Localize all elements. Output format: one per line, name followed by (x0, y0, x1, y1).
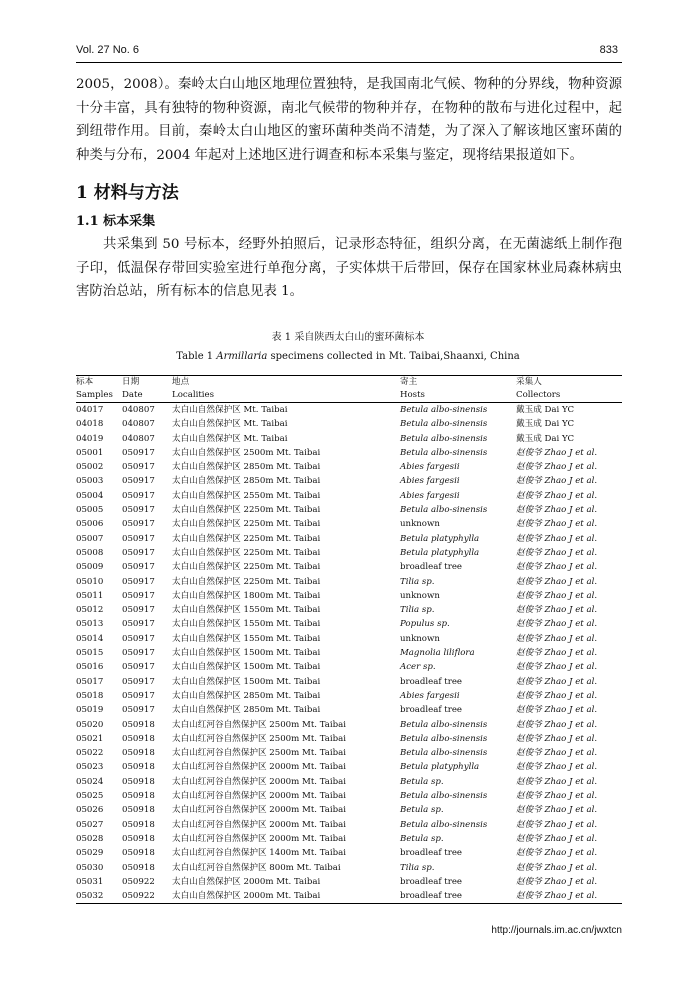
table-row (76, 632, 622, 646)
cell-host: Betula albo-sinensis (400, 819, 488, 830)
cell-collector: 戴玉成 Dai YC (516, 433, 575, 444)
cell-collector: 赵俊爷 Zhao J et al. (516, 776, 598, 787)
table-body (76, 403, 622, 904)
cell-locality: 太白山红河谷自然保护区 800m Mt. Taibai (172, 862, 341, 873)
cell-collector: 赵俊爷 Zhao J et al. (516, 762, 598, 773)
cell-date: 050918 (122, 733, 155, 744)
cell-sample: 05010 (76, 576, 104, 587)
cell-collector: 赵俊爷 Zhao J et al. (516, 719, 598, 730)
cell-collector: 赵俊爷 Zhao J et al. (516, 576, 598, 587)
cell-collector: 赵俊爷 Zhao J et al. (516, 648, 598, 659)
cell-locality: 太白山自然保护区 1500m Mt. Taibai (172, 648, 321, 659)
cell-collector: 赵俊爷 Zhao J et al. (516, 533, 598, 544)
cell-date: 050917 (122, 590, 155, 601)
table-row (76, 889, 622, 904)
header-collectors-en: Collectors (516, 389, 622, 403)
cell-host: Betula albo-sinensis (400, 733, 488, 744)
intro-paragraph: 2005，2008）。秦岭太白山地区地理位置独特，是我国南北气候、物种的分界线，物种资源十分丰富，具有独特的物种资源，南北气候带的物种并存，在物种的散布与进化过程中，起到纽带作用。目前，秦岭太白山地区的蜜环菌种类尚不清楚，为了深入了解该地区蜜环菌的种类与分布，2004 年起对上述地区进行调查和标本采集与鉴定，现将结果报道如下。 (76, 77, 622, 163)
cell-locality: 太白山红河谷自然保护区 2000m Mt. Taibai (172, 776, 347, 787)
cell-host: Betula sp. (400, 805, 444, 816)
header-localities-cn: 地点 (172, 377, 190, 387)
cell-date: 050917 (122, 605, 155, 616)
cell-host: broadleaf tree (400, 705, 463, 716)
cell-host: Betula albo-sinensis (400, 433, 488, 444)
table-row (76, 474, 622, 488)
cell-date: 050918 (122, 748, 155, 759)
cell-date: 050917 (122, 547, 155, 558)
cell-locality: 太白山红河谷自然保护区 2000m Mt. Taibai (172, 833, 347, 844)
cell-host: unknown (400, 519, 440, 530)
table-row (76, 675, 622, 689)
cell-locality: 太白山自然保护区 2500m Mt. Taibai (172, 447, 321, 458)
table-row (76, 660, 622, 674)
table-row (76, 775, 622, 789)
cell-collector: 赵俊爷 Zhao J et al. (516, 619, 598, 630)
subsection-title: 1.1 标本采集 (76, 214, 156, 229)
cell-date: 050922 (122, 876, 155, 887)
cell-date: 050917 (122, 562, 155, 573)
cell-locality: 太白山自然保护区 2250m Mt. Taibai (172, 576, 321, 587)
cell-sample: 05022 (76, 748, 104, 759)
running-header (76, 44, 618, 56)
cell-sample: 04017 (76, 405, 104, 415)
cell-collector: 赵俊爷 Zhao J et al. (516, 805, 598, 816)
cell-date: 050918 (122, 833, 155, 844)
cell-locality: 太白山红河谷自然保护区 2500m Mt. Taibai (172, 719, 347, 730)
cell-sample: 05001 (76, 447, 104, 458)
table-row (76, 803, 622, 817)
cell-sample: 05031 (76, 876, 104, 887)
cell-host: Magnolia liliflora (400, 648, 475, 659)
table-row (76, 732, 622, 746)
cell-locality: 太白山自然保护区 2850m Mt. Taibai (172, 476, 321, 487)
cell-host: broadleaf tree (400, 676, 463, 687)
cell-date: 050922 (122, 891, 155, 902)
cell-sample: 04019 (76, 433, 104, 444)
cell-sample: 05025 (76, 791, 104, 802)
cell-collector: 赵俊爷 Zhao J et al. (516, 733, 598, 744)
table-header-cn (76, 376, 622, 390)
cell-date: 050918 (122, 762, 155, 773)
cell-host: Tilia sp. (400, 862, 435, 873)
cell-date: 050917 (122, 705, 155, 716)
table-row (76, 403, 622, 418)
cell-sample: 05028 (76, 833, 104, 844)
cell-locality: 太白山自然保护区 Mt. Taibai (172, 419, 288, 430)
cell-locality: 太白山自然保护区 1500m Mt. Taibai (172, 676, 321, 687)
cell-locality: 太白山自然保护区 2250m Mt. Taibai (172, 533, 321, 544)
table-row (76, 861, 622, 875)
table-row (76, 517, 622, 531)
cell-date: 050918 (122, 848, 155, 859)
cell-host: Betula sp. (400, 776, 444, 787)
cell-sample: 05015 (76, 648, 104, 659)
header-samples-cn: 标本 (76, 377, 94, 387)
table-row (76, 818, 622, 832)
cell-collector: 赵俊爷 Zhao J et al. (516, 891, 598, 902)
table-row (76, 503, 622, 517)
cell-collector: 赵俊爷 Zhao J et al. (516, 690, 598, 701)
cell-collector: 赵俊爷 Zhao J et al. (516, 633, 598, 644)
table-row (76, 846, 622, 860)
cell-locality: 太白山自然保护区 2850m Mt. Taibai (172, 462, 321, 473)
volume-label: Vol. 27 No. 6 (76, 44, 139, 56)
cell-collector: 赵俊爷 Zhao J et al. (516, 590, 598, 601)
table-row (76, 603, 622, 617)
table-row (76, 617, 622, 631)
cell-locality: 太白山自然保护区 2850m Mt. Taibai (172, 705, 321, 716)
cell-host: Betula sp. (400, 833, 444, 844)
cell-locality: 太白山红河谷自然保护区 2000m Mt. Taibai (172, 762, 347, 773)
cell-collector: 赵俊爷 Zhao J et al. (516, 547, 598, 558)
cell-collector: 赵俊爷 Zhao J et al. (516, 791, 598, 802)
table-header-en (76, 389, 622, 403)
cell-host: Tilia sp. (400, 605, 435, 616)
cell-date: 050918 (122, 719, 155, 730)
cell-date: 050917 (122, 476, 155, 487)
cell-date: 050917 (122, 447, 155, 458)
cell-locality: 太白山自然保护区 2250m Mt. Taibai (172, 547, 321, 558)
cell-host: Betula platyphylla (400, 547, 480, 558)
table-row (76, 789, 622, 803)
table-row (76, 689, 622, 703)
cell-host: Betula albo-sinensis (400, 419, 488, 430)
cell-date: 050917 (122, 462, 155, 473)
cell-date: 050918 (122, 805, 155, 816)
cell-host: Betula platyphylla (400, 762, 480, 773)
table-row (76, 489, 622, 503)
cell-locality: 太白山红河谷自然保护区 2500m Mt. Taibai (172, 733, 347, 744)
cell-locality: 太白山自然保护区 2250m Mt. Taibai (172, 562, 321, 573)
section-title: 1 材料与方法 (76, 183, 179, 203)
cell-locality: 太白山红河谷自然保护区 2500m Mt. Taibai (172, 748, 347, 759)
table-row (76, 432, 622, 446)
cell-collector: 赵俊爷 Zhao J et al. (516, 490, 598, 501)
cell-locality: 太白山自然保护区 1550m Mt. Taibai (172, 619, 321, 630)
cell-sample: 05003 (76, 476, 104, 487)
cell-host: Betula albo-sinensis (400, 791, 488, 802)
cell-locality: 太白山自然保护区 2550m Mt. Taibai (172, 490, 321, 501)
cell-locality: 太白山自然保护区 1500m Mt. Taibai (172, 662, 321, 673)
cell-collector: 戴玉成 Dai YC (516, 405, 575, 415)
methods-paragraph: 共采集到 50 号标本，经野外拍照后，记录形态特征，组织分离，在无菌滤纸上制作孢子印，低温保存带回实验室进行单孢分离，子实体烘干后带回，保存在国家林业局森林病虫害防治总站，所有标本的信息见表 1。 (76, 237, 622, 299)
cell-collector: 赵俊爷 Zhao J et al. (516, 676, 598, 687)
cell-collector: 赵俊爷 Zhao J et al. (516, 476, 598, 487)
cell-host: broadleaf tree (400, 848, 463, 859)
cell-locality: 太白山自然保护区 2000m Mt. Taibai (172, 876, 321, 887)
cell-sample: 05006 (76, 519, 104, 530)
cell-date: 050917 (122, 576, 155, 587)
table-row (76, 589, 622, 603)
cell-sample: 05023 (76, 762, 104, 773)
cell-locality: 太白山红河谷自然保护区 1400m Mt. Taibai (172, 848, 347, 859)
cell-collector: 赵俊爷 Zhao J et al. (516, 705, 598, 716)
cell-date: 050917 (122, 633, 155, 644)
cell-sample: 05016 (76, 662, 104, 673)
cell-date: 040807 (122, 405, 155, 415)
cell-date: 040807 (122, 419, 155, 430)
cell-sample: 05002 (76, 462, 104, 473)
cell-host: broadleaf tree (400, 891, 463, 902)
cell-host: Betula albo-sinensis (400, 748, 488, 759)
cell-sample: 05017 (76, 676, 104, 687)
cell-collector: 赵俊爷 Zhao J et al. (516, 819, 598, 830)
cell-host: Abies fargesii (400, 462, 460, 473)
cell-sample: 05008 (76, 547, 104, 558)
cell-sample: 05018 (76, 690, 104, 701)
cell-date: 050917 (122, 519, 155, 530)
cell-locality: 太白山红河谷自然保护区 2000m Mt. Taibai (172, 819, 347, 830)
header-localities-en: Localities (172, 389, 400, 403)
cell-host: broadleaf tree (400, 562, 463, 573)
header-rule (76, 62, 622, 63)
cell-host: Betula albo-sinensis (400, 447, 488, 458)
header-date-en: Date (122, 389, 172, 403)
specimen-table (76, 375, 622, 904)
page-number: 833 (599, 44, 618, 56)
cell-locality: 太白山自然保护区 Mt. Taibai (172, 405, 288, 415)
cell-sample: 05021 (76, 733, 104, 744)
cell-date: 050917 (122, 662, 155, 673)
cell-host: Tilia sp. (400, 576, 435, 587)
cell-host: Betula albo-sinensis (400, 405, 488, 415)
cell-collector: 赵俊爷 Zhao J et al. (516, 848, 598, 859)
table-row (76, 560, 622, 574)
cell-date: 050917 (122, 690, 155, 701)
cell-host: Betula albo-sinensis (400, 719, 488, 730)
cell-sample: 05027 (76, 819, 104, 830)
table-row (76, 417, 622, 431)
cell-locality: 太白山自然保护区 1800m Mt. Taibai (172, 590, 321, 601)
table-row (76, 718, 622, 732)
cell-collector: 赵俊爷 Zhao J et al. (516, 605, 598, 616)
cell-collector: 戴玉成 Dai YC (516, 419, 575, 430)
cell-sample: 05011 (76, 590, 104, 601)
cell-collector: 赵俊爷 Zhao J et al. (516, 748, 598, 759)
cell-sample: 05032 (76, 891, 104, 902)
table-row (76, 546, 622, 560)
cell-locality: 太白山自然保护区 Mt. Taibai (172, 433, 288, 444)
cell-collector: 赵俊爷 Zhao J et al. (516, 862, 598, 873)
table-row (76, 832, 622, 846)
cell-collector: 赵俊爷 Zhao J et al. (516, 562, 598, 573)
cell-sample: 05013 (76, 619, 104, 630)
cell-collector: 赵俊爷 Zhao J et al. (516, 505, 598, 516)
table-row (76, 575, 622, 589)
header-hosts-en: Hosts (400, 389, 516, 403)
cell-host: Betula platyphylla (400, 533, 480, 544)
table-row (76, 446, 622, 460)
cell-host: Betula albo-sinensis (400, 505, 488, 516)
cell-date: 050917 (122, 676, 155, 687)
table-row (76, 532, 622, 546)
table-row (76, 646, 622, 660)
cell-date: 050917 (122, 505, 155, 516)
cell-host: unknown (400, 590, 440, 601)
header-samples-en: Samples (76, 389, 122, 403)
cell-sample: 05012 (76, 605, 104, 616)
cell-host: Abies fargesii (400, 476, 460, 487)
cell-sample: 05005 (76, 505, 104, 516)
header-date-cn: 日期 (122, 377, 140, 387)
cell-host: broadleaf tree (400, 876, 463, 887)
cell-host: Abies fargesii (400, 490, 460, 501)
cell-sample: 05024 (76, 776, 104, 787)
cell-host: unknown (400, 633, 440, 644)
cell-date: 050918 (122, 791, 155, 802)
table-row (76, 746, 622, 760)
cell-sample: 05026 (76, 805, 104, 816)
table-row (76, 875, 622, 889)
cell-date: 050918 (122, 819, 155, 830)
cell-host: Acer sp. (400, 662, 436, 673)
cell-date: 050918 (122, 862, 155, 873)
cell-date: 050918 (122, 776, 155, 787)
table-caption-en: Table 1 Armillaria specimens collected in Mt. Taibai,Shaanxi, China (176, 351, 520, 362)
cell-locality: 太白山红河谷自然保护区 2000m Mt. Taibai (172, 805, 347, 816)
cell-sample: 05007 (76, 533, 104, 544)
cell-collector: 赵俊爷 Zhao J et al. (516, 876, 598, 887)
cell-sample: 05014 (76, 633, 104, 644)
cell-sample: 05020 (76, 719, 104, 730)
cell-host: Populus sp. (400, 619, 450, 630)
header-hosts-cn: 寄主 (400, 377, 418, 387)
cell-locality: 太白山自然保护区 1550m Mt. Taibai (172, 633, 321, 644)
cell-locality: 太白山自然保护区 2250m Mt. Taibai (172, 519, 321, 530)
cell-sample: 05019 (76, 705, 104, 716)
cell-date: 040807 (122, 433, 155, 444)
cell-locality: 太白山红河谷自然保护区 2000m Mt. Taibai (172, 791, 347, 802)
cell-locality: 太白山自然保护区 2850m Mt. Taibai (172, 690, 321, 701)
cell-collector: 赵俊爷 Zhao J et al. (516, 447, 598, 458)
cell-collector: 赵俊爷 Zhao J et al. (516, 519, 598, 530)
table-row (76, 460, 622, 474)
cell-locality: 太白山自然保护区 1550m Mt. Taibai (172, 605, 321, 616)
cell-locality: 太白山自然保护区 2250m Mt. Taibai (172, 505, 321, 516)
cell-sample: 04018 (76, 419, 104, 430)
table-row (76, 703, 622, 717)
cell-sample: 05004 (76, 490, 104, 501)
header-collectors-cn: 采集人 (516, 377, 542, 387)
table-row (76, 760, 622, 774)
cell-sample: 05030 (76, 862, 104, 873)
cell-collector: 赵俊爷 Zhao J et al. (516, 662, 598, 673)
cell-collector: 赵俊爷 Zhao J et al. (516, 833, 598, 844)
cell-date: 050917 (122, 648, 155, 659)
cell-sample: 05029 (76, 848, 104, 859)
cell-host: Abies fargesii (400, 690, 460, 701)
cell-date: 050917 (122, 533, 155, 544)
table-caption-cn: 表 1 采自陕西太白山的蜜环菌标本 (271, 332, 425, 343)
cell-collector: 赵俊爷 Zhao J et al. (516, 462, 598, 473)
cell-sample: 05009 (76, 562, 104, 573)
journal-url: http://journals.im.ac.cn/jwxtcn (491, 925, 622, 936)
cell-date: 050917 (122, 490, 155, 501)
cell-date: 050917 (122, 619, 155, 630)
cell-locality: 太白山自然保护区 2000m Mt. Taibai (172, 891, 321, 902)
